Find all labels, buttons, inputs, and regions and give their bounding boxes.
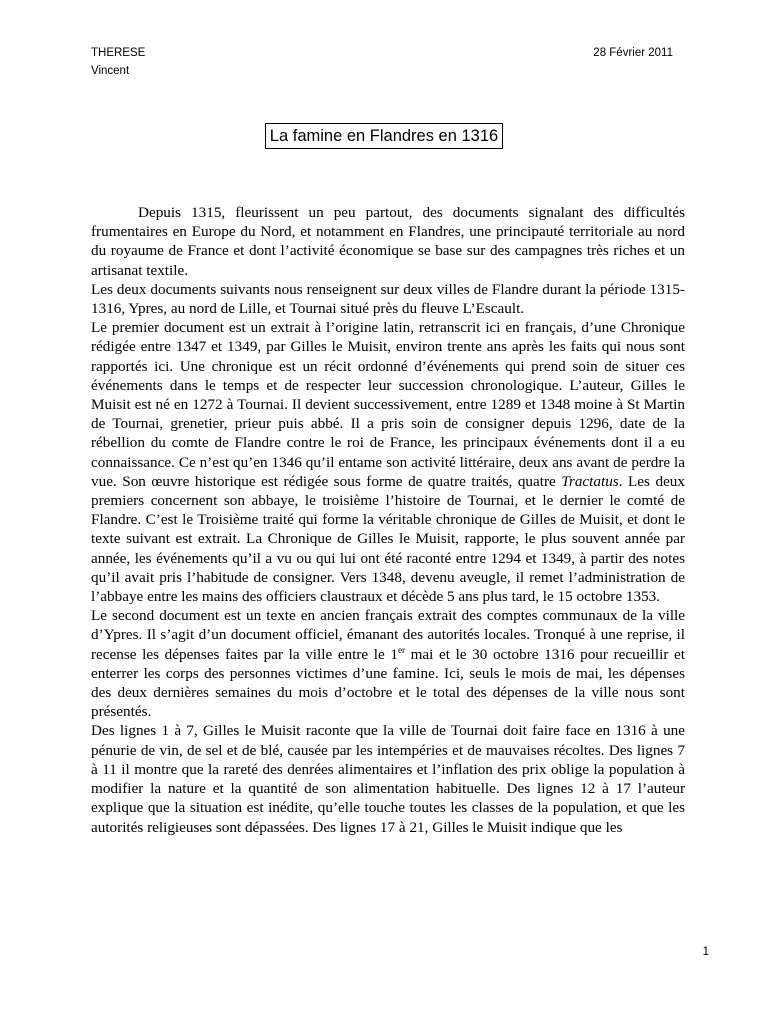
paragraph-first-document — [91, 318, 685, 606]
page-number: 1 — [702, 946, 709, 958]
paragraph-analysis: Des lignes 1 à 7, Gilles le Muisit raconte que la ville de Tournai doit faire face en 1316 à une pénurie de vin, de sel et de blé, causée par les intempéries et de mauvaises récoltes. Des lignes 7 à 11 il montre que la rareté des denrées alimentaires et l’inflation des prix oblige la population à modifier la nature et la quantité de son alimentation habituelle. Des lignes 12 à 17 l’auteur explique que la situation est inédite, qu’elle touche toutes les classes de la population, et que les autorités religieuses sont dépassées. Des lignes 17 à 21, Gilles le Muisit indique que les — [91, 722, 685, 836]
paragraph-text: Le premier document est un extrait à l’origine latin, retranscrit ici en français, d’une Chronique rédigée entre 1347 et 1349, par Gilles le Muisit, environ trente ans après les faits qui nous sont rapportés ici. Une chronique est un récit ordonné d’événements qui prend soin de situer ces événements dans le temps et de respecter leur succession chronologique. L’auteur, Gilles le Muisit est né en 1272 à Tournai. Il devient successivement, entre 1289 et 1348 moine à St Martin de Tournai, grenetier, prieur puis abbé. Il a pris soin de consigner depuis 1296, date de la rébellion du comte de Flandre contre le roi de France, les principaux événements dont il a eu connaissance. Ce n’est qu’en 1346 qu’il entame son activité littéraire, deux ans avant de perdre la vue. Son œuvre historique est rédigée sous forme de quatre traités, quatre — [91, 319, 685, 490]
paragraph-second-document — [91, 606, 685, 721]
italic-term: Tractatus — [561, 472, 619, 490]
paragraph-text: mai et le 30 octobre 1316 pour recueillir et enterrer les corps des personnes victimes d’une famine. Ici, seuls le mois de mai, les dépenses des deux dernières semaines du mois d’octobre et le total des dépenses de la ville nous sont présentés. — [91, 645, 685, 721]
paragraph-text: Le second document est un texte en ancien français extrait des comptes communaux de la ville d’Ypres. Il s’agit d’un document officiel, émanant des autorités locales. Tronqué à une reprise, il recense les dépenses faites par la ville entre le 1 — [91, 607, 685, 663]
superscript: er — [397, 644, 405, 655]
header-date: 28 Février 2011 — [593, 47, 673, 59]
document-title: La famine en Flandres en 1316 — [265, 123, 503, 149]
header-author — [91, 44, 145, 80]
author-first-name: Vincent — [91, 65, 130, 77]
author-last-name: THERESE — [91, 47, 146, 59]
paragraph-text: . Les deux premiers concernent son abbaye, le troisième l’histoire de Tournai, et le dernier le comté de Flandre. C’est le Troisième traité qui forme la véritable chronique de Gilles de Muisit, et dont le texte suivant est extrait. La Chronique de Gilles le Muisit, rapporte, le plus souvent année par année, les événements qu’il a vu ou qui lui ont été raconté entre 1294 et 1349, à partir des notes qu’il avait pris l’habitude de consigner. Vers 1348, devenu aveugle, il remet l’administration de l’abbaye entre les mains des officiers claustraux et décède 5 ans plus tard, le 15 octobre 1353. — [91, 472, 685, 606]
paragraph-intro: Depuis 1315, fleurissent un peu partout, des documents signalant des difficultés frumentaires en Europe du Nord, et notamment en Flandres, une principauté territoriale au nord du royaume de France et dont l’activité économique se base sur des campagnes très riches et un artisanat textile. — [91, 204, 685, 279]
title-container — [0, 123, 768, 149]
paragraph-documents: Les deux documents suivants nous renseignent sur deux villes de Flandre durant la période 1315-1316, Ypres, au nord de Lille, et Tournai situé près du fleuve L’Escault. — [91, 280, 685, 318]
document-body — [91, 203, 685, 837]
